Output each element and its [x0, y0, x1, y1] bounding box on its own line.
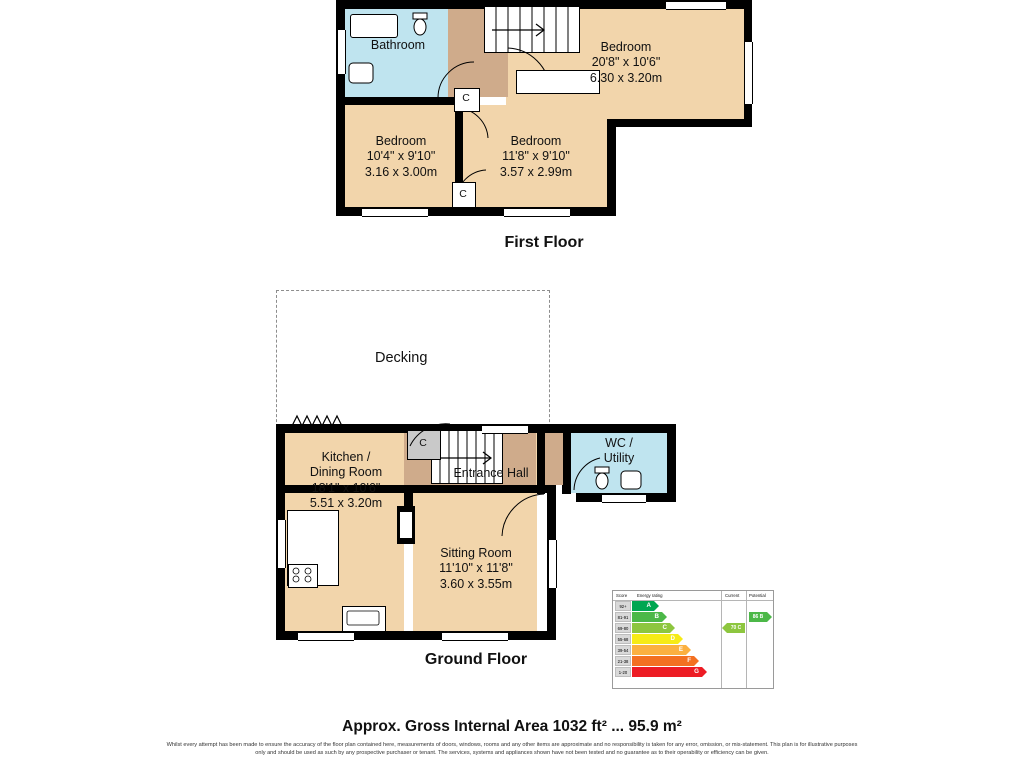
wall — [576, 424, 676, 433]
room-dim-metric: 3.16 x 3.00m — [364, 164, 438, 179]
disclaimer-text: Whilst every attempt has been made to ensure the accuracy of the floor plan contained here, measurements of doors, windows, rooms and any other items are approximate and no responsibility is taken for any error, omission, or mis-statement. This plan is for illustrative purposes only and should be used as such by any prospective purchaser or tenant. The services, systems and appliances shown have not been tested and no guarantee as to their operability or efficiency can be given. — [166, 742, 858, 757]
room-name-2: Dining Room — [309, 465, 383, 480]
fireplace-recess — [400, 512, 412, 538]
window — [744, 42, 753, 104]
window — [602, 494, 646, 503]
floor-title-first: First Floor — [504, 234, 584, 251]
epc-score: 69-80 — [615, 623, 631, 633]
window — [277, 520, 286, 568]
room-label-kitchen-dining — [266, 450, 426, 511]
room-name: Sitting Room — [440, 546, 512, 560]
room-name: WC / — [605, 436, 633, 450]
room-label-bedroom-middle — [466, 134, 606, 180]
epc-band-d: D — [632, 634, 678, 644]
epc-current-rating: 70 C — [727, 623, 745, 633]
toilet-icon — [412, 12, 428, 38]
room-dim-imperial: 20'8" x 10'6" — [591, 55, 661, 70]
gross-internal-area: Approx. Gross Internal Area 1032 ft² ... 95.9 m² — [342, 718, 682, 735]
room-label-entrance-hall — [421, 466, 561, 481]
door-icon — [500, 492, 546, 538]
window — [666, 1, 726, 10]
epc-band-f: F — [632, 656, 694, 666]
floor-title-ground: Ground Floor — [424, 651, 528, 668]
epc-score: 55-68 — [615, 634, 631, 644]
sink-bowl-icon — [342, 606, 384, 630]
room-dim-imperial: 10'4" x 9'10" — [366, 149, 436, 164]
epc-band-b: B — [632, 612, 662, 622]
window — [548, 540, 557, 588]
wall — [536, 424, 545, 494]
room-name: Bedroom — [600, 40, 652, 54]
hob-rings-icon — [288, 564, 316, 586]
wall — [336, 0, 456, 9]
epc-score: 21-38 — [615, 656, 631, 666]
room-dim-metric: 3.60 x 3.55m — [439, 576, 513, 591]
door-icon — [408, 418, 452, 448]
epc-header-potential: Potential — [749, 593, 766, 598]
epc-band-e: E — [632, 645, 686, 655]
room-label-sitting-room — [404, 546, 548, 592]
window — [504, 208, 570, 217]
window — [298, 632, 354, 641]
cupboard-label: C — [459, 188, 467, 200]
toilet-icon — [594, 466, 610, 492]
epc-chart — [612, 590, 774, 689]
room-name: Entrance Hall — [453, 466, 529, 480]
epc-divider — [746, 591, 747, 688]
epc-band-c: C — [632, 623, 670, 633]
epc-band-a: A — [632, 601, 654, 611]
epc-potential-rating: 86 B — [749, 612, 767, 622]
epc-band-g: G — [632, 667, 702, 677]
room-dim-imperial: 11'8" x 9'10" — [502, 149, 570, 164]
room-dim-imperial: 11'10" x 11'8" — [439, 561, 513, 576]
room-name: Bedroom — [375, 134, 427, 148]
epc-header-current: Current — [725, 593, 740, 598]
epc-score: 92+ — [615, 601, 631, 611]
epc-score: 39-54 — [615, 645, 631, 655]
window — [482, 425, 528, 434]
room-dim-metric: 5.51 x 3.20m — [309, 495, 383, 510]
epc-divider — [721, 591, 722, 688]
wash-basin-icon — [348, 62, 374, 84]
wash-basin-icon — [620, 470, 642, 490]
epc-score: 1-20 — [615, 667, 631, 677]
wall — [667, 424, 676, 502]
epc-score: 81-91 — [615, 612, 631, 622]
window — [362, 208, 428, 217]
room-name: Bathroom — [370, 38, 426, 52]
room-label-bathroom — [338, 38, 458, 53]
room-name: Kitchen / — [321, 450, 371, 464]
epc-header-score: Score — [616, 593, 628, 598]
room-name: Bedroom — [510, 134, 562, 148]
window — [442, 632, 508, 641]
epc-header — [613, 592, 773, 601]
room-label-wc-utility — [572, 436, 666, 467]
cupboard-label: C — [462, 92, 470, 104]
room-label-bedroom-main — [536, 40, 716, 86]
zigzag-symbol-icon — [292, 414, 346, 428]
wall — [562, 424, 571, 494]
room-dim-metric: 3.57 x 2.99m — [499, 164, 573, 179]
bath-icon — [350, 14, 398, 38]
room-dim-metric: 6.30 x 3.20m — [589, 70, 663, 85]
room-name-2: Utility — [603, 451, 635, 466]
first-floor-plan — [336, 0, 756, 222]
room-dim-imperial: 18'1" x 10'6" — [311, 480, 381, 495]
room-label-bedroom-left — [331, 134, 471, 180]
decking-label: Decking — [375, 350, 428, 366]
epc-header-rating: Energy rating — [637, 593, 663, 598]
cupboard-label: C — [419, 437, 427, 449]
